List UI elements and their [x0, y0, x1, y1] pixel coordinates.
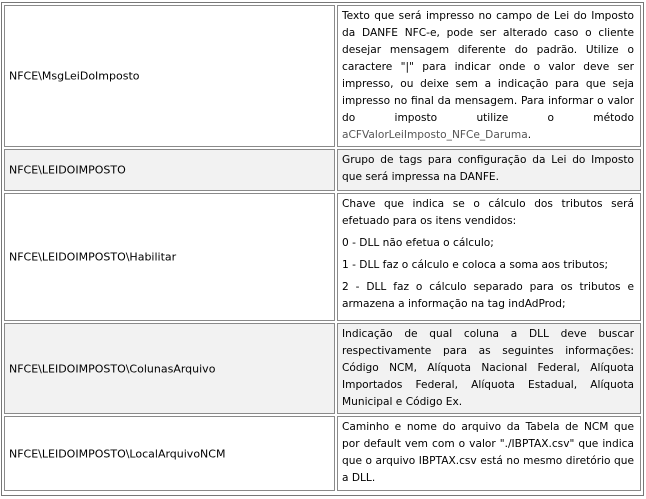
table-row: [4, 149, 641, 191]
config-table: [1, 2, 644, 496]
method-name: aCFValorLeiImposto_NFCe_Daruma: [342, 129, 528, 141]
description-cell: [337, 5, 641, 147]
description-cell: [337, 323, 641, 414]
config-description: Texto que será impresso no campo de Lei do Imposto da DANFE NFC-e, pode ser alterado caso o cliente desejar mensagem diferente do padrão. Utilize o caractere "|" para indicar onde o valor deve ser impresso, ou deixe sem a indicação para que seja impresso no final da mensagem. Para informar o valor do imposto utilize o método aCFValorLeiImposto_NFCe_Daruma.: [342, 10, 634, 141]
key-cell: [4, 416, 335, 491]
config-description: Grupo de tags para configuração da Lei do Imposto que será impressa na DANFE.: [342, 154, 634, 183]
description-paragraph: 0 - DLL não efetua o cálculo;: [342, 237, 494, 249]
config-key: NFCE\LEIDOIMPOSTO\LocalArquivoNCM: [9, 447, 226, 460]
key-cell: [4, 5, 335, 147]
table-row: [4, 416, 641, 491]
table-row: [4, 5, 641, 147]
description-cell: [337, 149, 641, 191]
table-row: [4, 323, 641, 414]
description-paragraph: 2 - DLL faz o cálculo separado para os tributos e armazena a informação na tag indAdProd;: [342, 281, 634, 310]
config-key: NFCE\LEIDOIMPOSTO\Habilitar: [9, 250, 177, 264]
config-description: Caminho e nome do arquivo da Tabela de NCM que por default vem com o valor "./IBPTAX.csv" que indica que o arquivo IBPTAX.csv está no mesmo diretório que a DLL.: [342, 421, 634, 484]
config-key: NFCE\LEIDOIMPOSTO\ColunasArquivo: [9, 362, 216, 375]
config-key: NFCE\LEIDOIMPOSTO: [9, 163, 126, 177]
key-cell: [4, 323, 335, 414]
description-paragraph: 1 - DLL faz o cálculo e coloca a soma aos tributos;: [342, 259, 609, 271]
config-description: [342, 196, 634, 313]
description-cell: [337, 193, 641, 321]
table-row: [4, 193, 641, 321]
key-cell: [4, 149, 335, 191]
key-cell: [4, 193, 335, 321]
description-cell: [337, 416, 641, 491]
config-description: Indicação de qual coluna a DLL deve buscar respectivamente para as seguintes informações: Código NCM, Alíquota Nacional Federal, Alíquota Importados Federal, Alíquota Estadual, Alíquota Municipal e Código Ex.: [342, 328, 634, 408]
config-key: NFCE\MsgLeiDoImposto: [9, 69, 140, 83]
description-paragraph: Chave que indica se o cálculo dos tributos será efetuado para os itens vendidos:: [342, 198, 634, 227]
